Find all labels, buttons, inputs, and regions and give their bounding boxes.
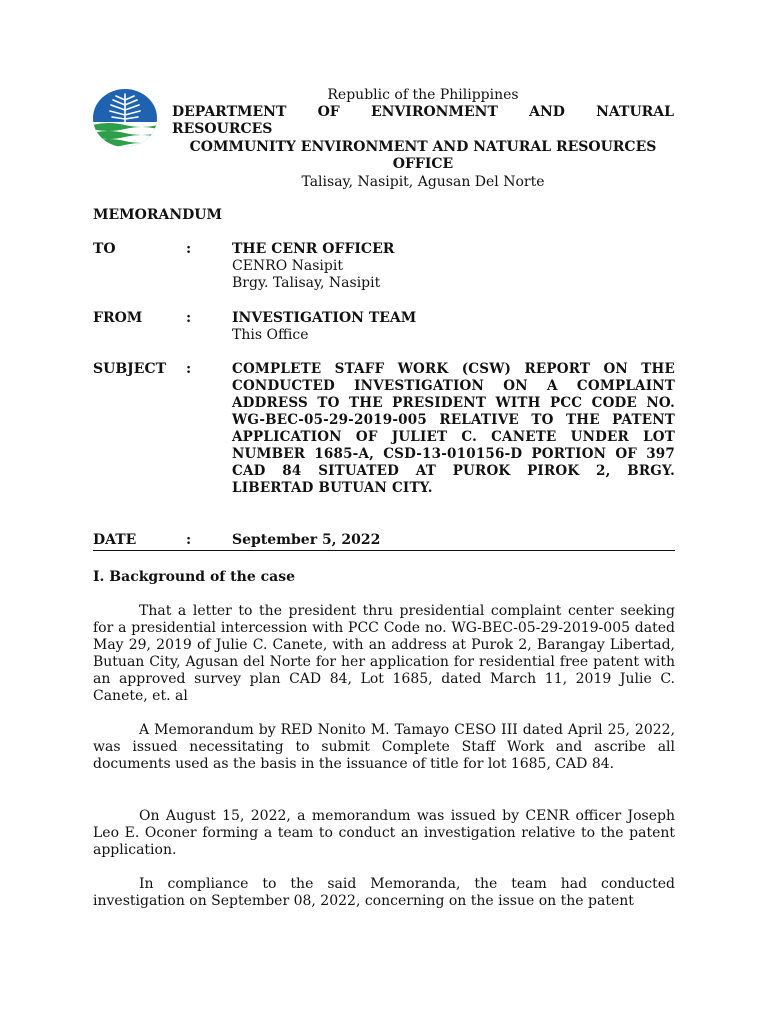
letterhead (172, 86, 674, 191)
paragraph-4: In compliance to the said Memoranda, the team had conducted investigation on September 08, 2022, concerning on the issue on the patent (93, 876, 675, 909)
to-colon: : (186, 241, 192, 257)
to-label: TO (93, 241, 116, 257)
office-line: COMMUNITY ENVIRONMENT AND NATURAL RESOURCES (189, 139, 657, 155)
date-label: DATE (93, 532, 137, 548)
republic-line: Republic of the Philippines (327, 87, 519, 103)
to-name: THE CENR OFFICER (232, 241, 395, 257)
subject-colon: : (186, 361, 192, 377)
office-address: Talisay, Nasipit, Agusan Del Norte (301, 174, 545, 190)
from-label: FROM (93, 310, 143, 326)
paragraph-3: On August 15, 2022, a memorandum was issued by CENR officer Joseph Leo E. Oconer forming a team to conduct an investigation relative to the patent application. (93, 808, 675, 858)
subject-label: SUBJECT (93, 361, 167, 377)
from-name: INVESTIGATION TEAM (232, 310, 417, 326)
office-line-2: OFFICE (392, 156, 454, 172)
section-title: I. Background of the case (93, 569, 295, 585)
memo-title: MEMORANDUM (93, 207, 223, 223)
subject-text: COMPLETE STAFF WORK (CSW) REPORT ON THE CONDUCTED INVESTIGATION ON A COMPLAINT ADDRESS TO THE PRESIDENT WITH PCC CODE NO. WG-BEC-05-29-2019-005 RELATIVE TO THE PATENT APPLICATION OF JULIET C. CANETE UNDER LOT NUMBER 1685-A, CSD-13-010156-D PORTION OF 397 CAD 84 SITUATED AT PUROK PIROK 2, BRGY. LIBERTAD BUTUAN CITY. (232, 361, 675, 496)
to-address: Brgy. Talisay, Nasipit (232, 275, 381, 291)
header-divider (93, 550, 675, 551)
department-line: DEPARTMENT OF ENVIRONMENT AND NATURAL (172, 104, 674, 120)
paragraph-1: That a letter to the president thru presidential complaint center seeking for a presidential intercession with PCC Code no. WG-BEC-05-29-2019-005 dated May 29, 2019 of Julie C. Canete, with an address at Purok 2, Barangay Libertad, Butuan City, Agusan del Norte for her application for residential free patent with an approved survey plan CAD 84, Lot 1685, dated March 11, 2019 Julie C. Canete, et. al (93, 603, 675, 704)
from-colon: : (186, 310, 192, 326)
from-office: This Office (232, 327, 309, 343)
department-line-2: RESOURCES (172, 121, 273, 137)
date-value: September 5, 2022 (232, 532, 381, 548)
denr-seal-icon (92, 88, 158, 148)
to-value (232, 241, 675, 292)
to-office: CENRO Nasipit (232, 258, 343, 274)
from-value (232, 310, 675, 344)
date-colon: : (186, 532, 192, 548)
paragraph-2: A Memorandum by RED Nonito M. Tamayo CESO III dated April 25, 2022, was issued necessitating to submit Complete Staff Work and ascribe all documents used as the basis in the issuance of title for lot 1685, CAD 84. (93, 722, 675, 772)
